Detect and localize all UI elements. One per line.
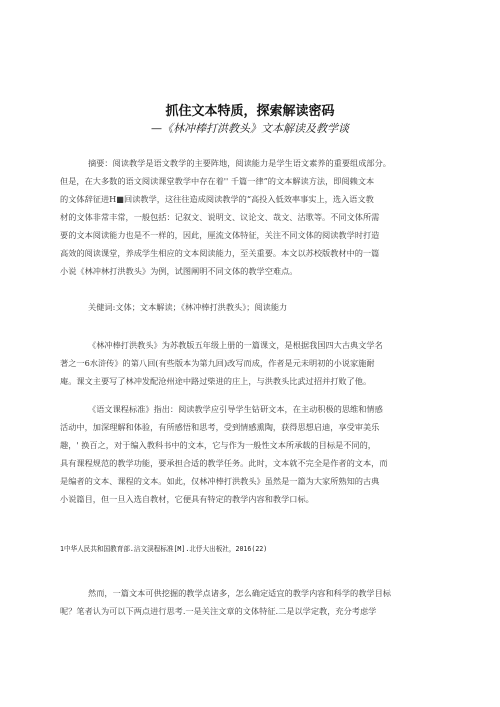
abstract-line: 小说《林冲林打洪教头》为例，试图阐明不同文体的教学空难点。 <box>60 266 298 276</box>
paragraph-line: 著之一6水浒传》的第八回(有些版本为第九回)改写而成，作者是元未明初的小说家施耐 <box>60 358 375 368</box>
paragraph-line: 庵。课文主要写了林冲发配沧州途中路过柴进的庄上，与洪教头比武过招并打败了他。 <box>60 376 372 386</box>
keywords-line: 关健词:文体；文本解读；《林冲棒打洪教头》；阅读能力 <box>88 302 288 312</box>
footnote: 1中华人民共和国教育部.涪文渓程标准[M].北伃大出板社，2016(22) <box>60 545 268 553</box>
paragraph-line: 活动中，加深理解和体验，有所感悟和思考，受到情感熏陶，获得思想启迪，享受审美乐 <box>60 422 380 432</box>
paragraph-line: 是编者的文本、课程的文本。如此，仅林冲棒打洪教头》虽然是一篇为大家所熟知的古典 <box>60 476 380 486</box>
paragraph-line: 趣，' 换百之，对于编入教科书中的文本，它与作为一般性文本所承载的目标是不同的， <box>60 440 376 450</box>
abstract-line: 但是，在大多数的语文阅读课堂教学中存在着'' 千篇一律”的文本解读方法，即阅赖文本 <box>60 176 375 186</box>
paragraph-line: 然而，一篇文本可供挖掘的教学点诸多，怎么确定适宜的教学内容和科学的教学目标 <box>88 588 391 598</box>
paragraph-line: 呢？笔者认为可以下两点进行思考.一是关注文章的文体特征.二是以学定教，充分考虑学 <box>60 606 377 616</box>
paragraph-line: 《语文课程标准》指出：阅读教学应引导学生钻研文本，在主动积极的思维和情感 <box>88 404 383 414</box>
paragraph-line: 小说篇目，但一旦入选自教材，它便具有特定的教学内容和教学口标。 <box>60 494 314 504</box>
document-subtitle: —《林冲棒打洪教头》文本解读及教学谈 <box>151 122 349 135</box>
abstract-line: 高效的阅读课堂，养成学生相应的文本阅读能力，至关重要。本文以苏校版教材中的一篇 <box>60 248 380 258</box>
abstract-line: 要的文本阅读能力也是不一样的，因此，厘流文体特征，关注不同文体的阅读教学时打造 <box>60 230 380 240</box>
paragraph-line: 《林冲棒打洪教头》为苏教版五年级上册的一篇课文，是根据我国四大古典文学名 <box>88 340 383 350</box>
document-title: 抓住文本特质，探索解读密码 <box>165 104 335 119</box>
abstract-line: 材的文体非常丰常，一般包括：记叙文、说明文、议论文、哉文、沽歌等。不同文体所需 <box>60 212 380 222</box>
abstract-line: 摘要：阅读教学是语文教学的主要阵地，阅读能力是学生语文素养的重要组成部分。 <box>88 158 391 168</box>
paragraph-line: 具有课程规范的教学功能，要承担合适的教学任务。此时，文本就不完全是作者的文本，而 <box>60 458 388 468</box>
abstract-line: 的文体辞征进H■回读教学，这往往造成阅读教学的“高投入低效率事实上，选入语文教 <box>60 194 374 204</box>
